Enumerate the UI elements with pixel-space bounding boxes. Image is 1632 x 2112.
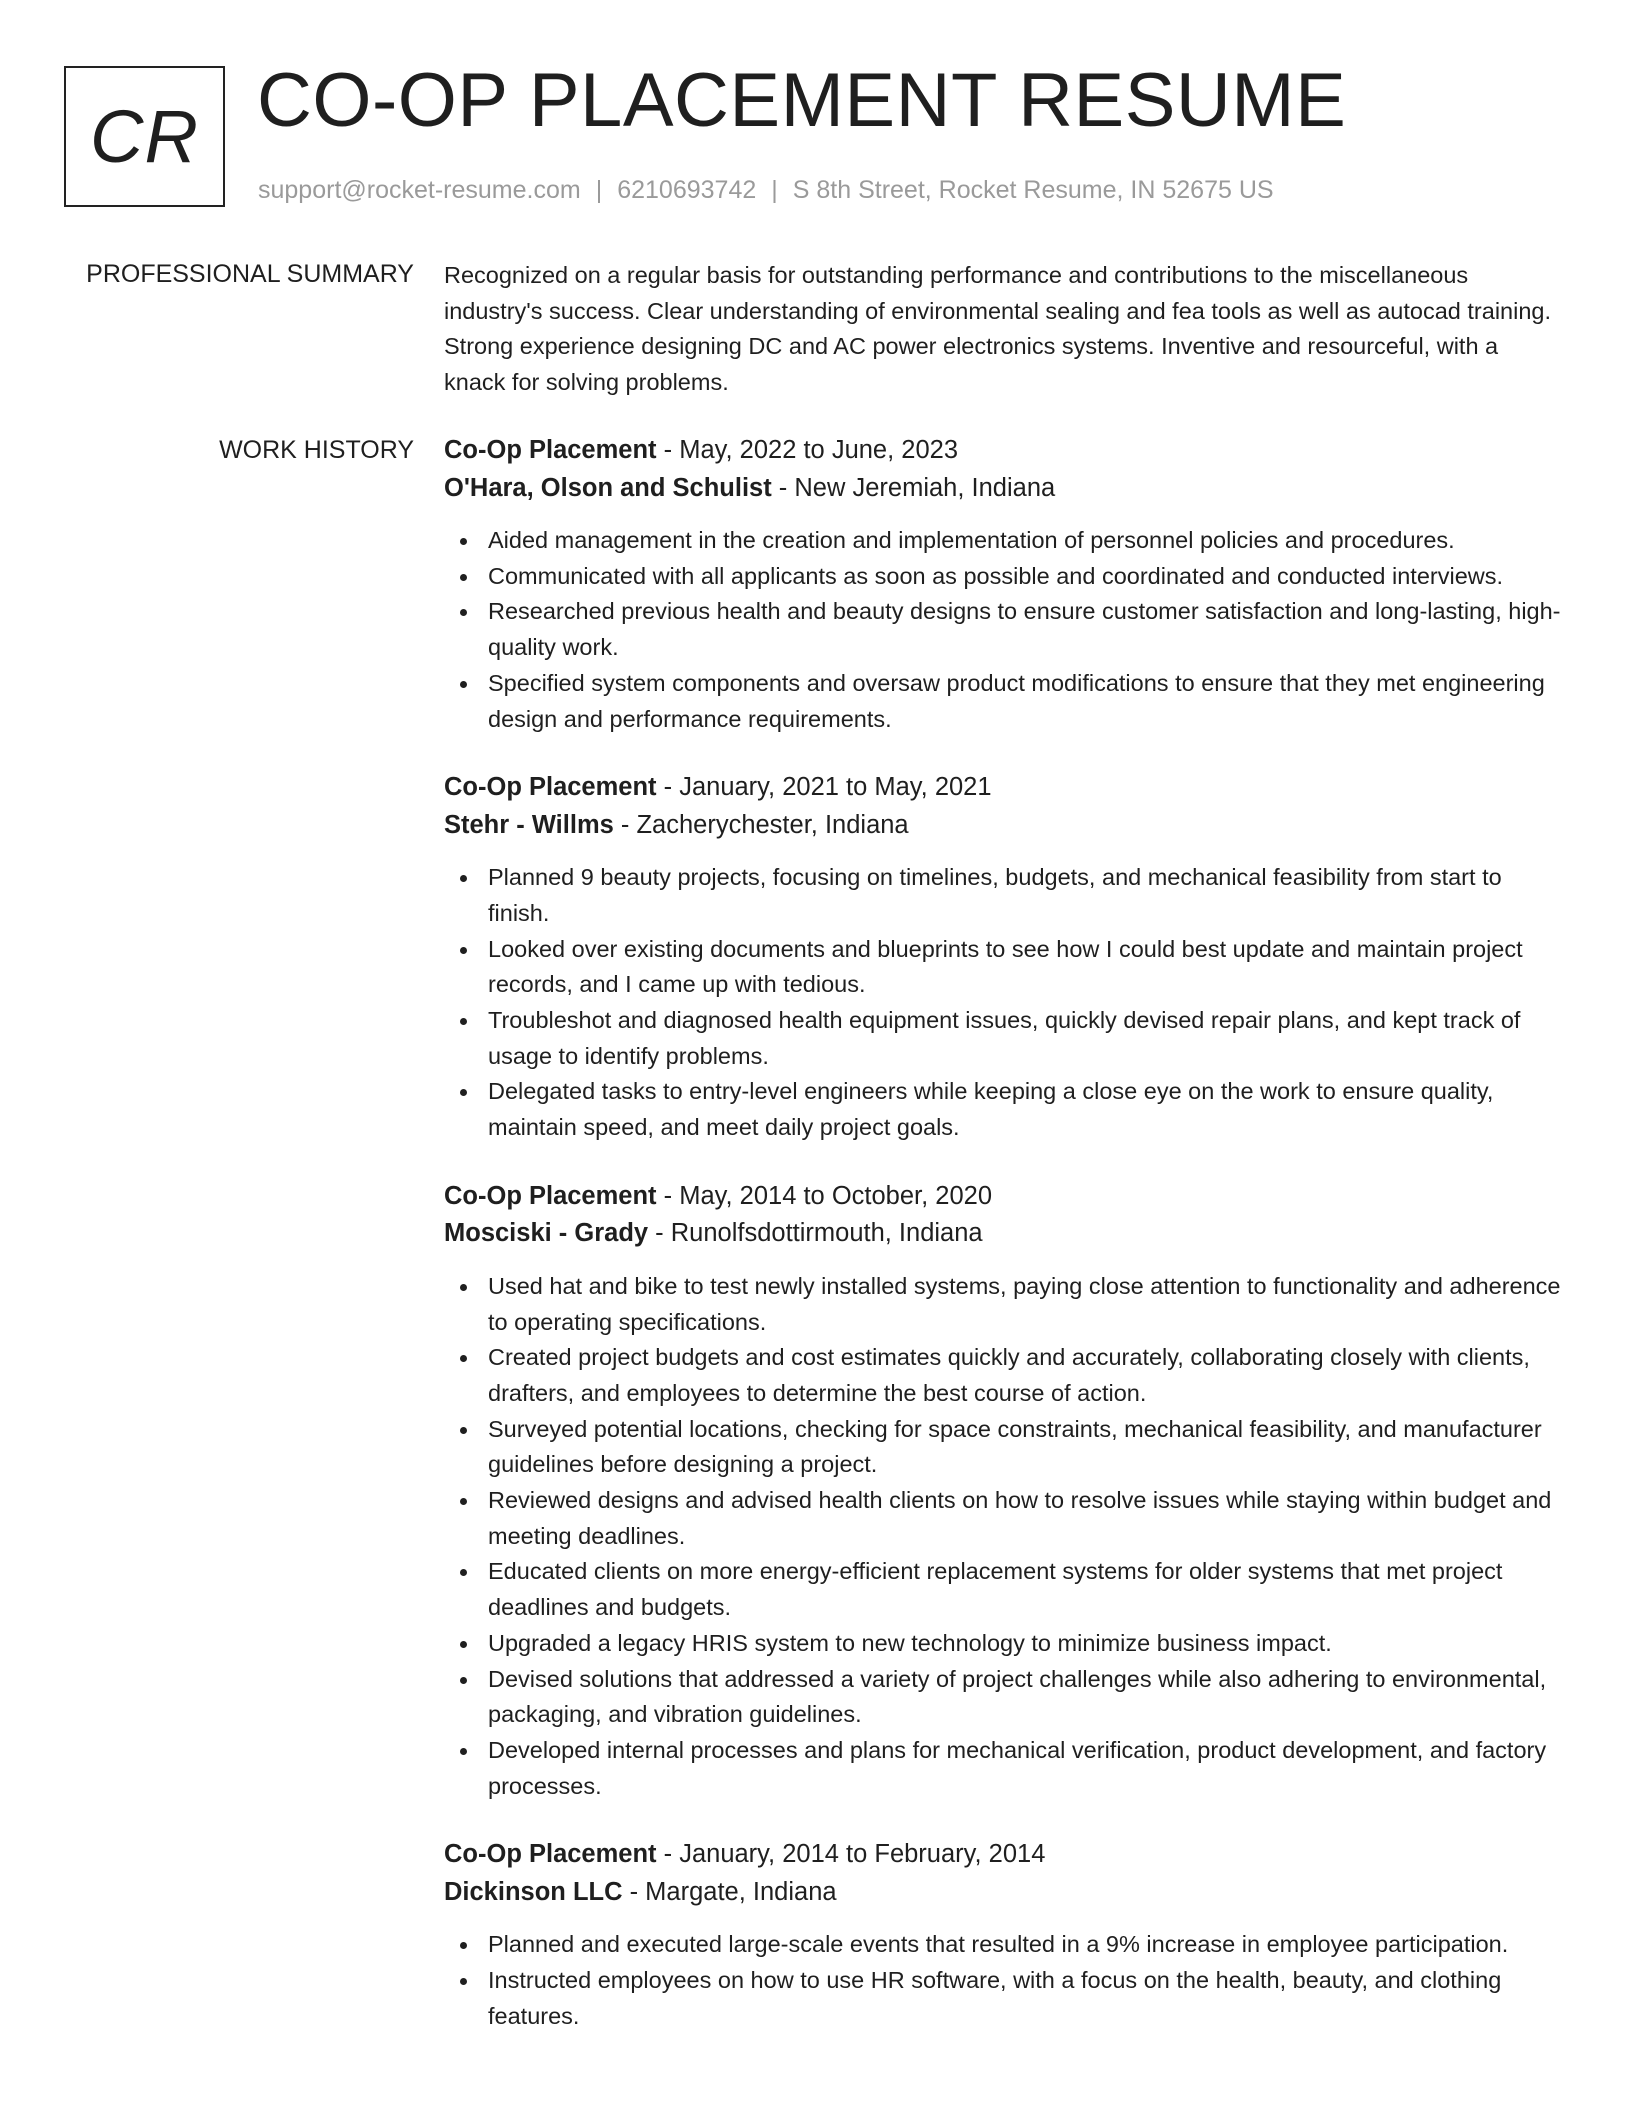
contact-phone: 6210693742: [617, 176, 757, 204]
job-title-line: [444, 1836, 1564, 1874]
job-company: O'Hara, Olson and Schulist: [444, 473, 772, 502]
job-bullets: [444, 1927, 1564, 2034]
contact-line: [258, 172, 1274, 208]
job-company: Mosciski - Grady: [444, 1219, 649, 1248]
contact-email: support@rocket-resume.com: [258, 176, 581, 204]
job-dates: - January, 2014 to February, 2014: [656, 1840, 1046, 1869]
job-bullet: Surveyed potential locations, checking for space constraints, mechanical feasibility, and manufacturer guidelines before designing a project.: [444, 1412, 1564, 1483]
job-bullet: Specified system components and oversaw product modifications to ensure that they met engineering design and performance requirements.: [444, 666, 1564, 737]
job-bullet: Communicated with all applicants as soon as possible and coordinated and conducted interviews.: [444, 559, 1564, 595]
job-bullet: Looked over existing documents and blueprints to see how I could best update and maintain project records, and I came up with tedious.: [444, 932, 1564, 1003]
job-title: Co-Op Placement: [444, 773, 657, 802]
job-company-line: [444, 807, 1564, 845]
job-dates: - January, 2021 to May, 2021: [656, 773, 992, 802]
job-bullet: Created project budgets and cost estimates quickly and accurately, collaborating closely with clients, drafters, and employees to determine the best course of action.: [444, 1340, 1564, 1411]
job-title-line: [444, 432, 1564, 470]
job-bullet: Instructed employees on how to use HR software, with a focus on the health, beauty, and clothing features.: [444, 1963, 1564, 2034]
job-dates: - May, 2022 to June, 2023: [656, 436, 959, 464]
job-entry: [444, 1836, 1564, 2034]
job-bullets: [444, 1269, 1564, 1805]
job-bullet: Planned 9 beauty projects, focusing on timelines, budgets, and mechanical feasibility from start to finish.: [444, 860, 1564, 931]
job-bullet: Troubleshot and diagnosed health equipment issues, quickly devised repair plans, and kept track of usage to identify problems.: [444, 1003, 1564, 1074]
job-bullet: Researched previous health and beauty designs to ensure customer satisfaction and long-lasting, high-quality work.: [444, 594, 1564, 665]
section-label-work-history: WORK HISTORY: [219, 436, 414, 464]
job-bullet: Educated clients on more energy-efficient replacement systems for older systems that met project deadlines and budgets.: [444, 1554, 1564, 1625]
job-bullet: Used hat and bike to test newly installed systems, paying close attention to functionality and adherence to operating specifications.: [444, 1269, 1564, 1340]
job-title-line: [444, 769, 1564, 807]
job-company-line: [444, 1215, 1564, 1253]
job-location: - New Jeremiah, Indiana: [771, 473, 1056, 502]
job-company-line: [444, 470, 1564, 508]
job-dates: - May, 2014 to October, 2020: [656, 1181, 993, 1210]
work-history-list: [444, 432, 1564, 2067]
contact-separator: |: [595, 176, 603, 204]
job-bullet: Planned and executed large-scale events that resulted in a 9% increase in employee participation.: [444, 1927, 1564, 1963]
job-company: Dickinson LLC: [444, 1877, 623, 1906]
job-bullet: Reviewed designs and advised health clients on how to resolve issues while staying within budget and meeting deadlines.: [444, 1483, 1564, 1554]
monogram-badge: [64, 66, 225, 207]
section-label-summary: PROFESSIONAL SUMMARY: [86, 260, 414, 288]
job-title: Co-Op Placement: [444, 436, 657, 464]
job-title: Co-Op Placement: [444, 1840, 657, 1869]
job-company: Stehr - Willms: [444, 810, 614, 839]
job-location: - Zacherychester, Indiana: [613, 810, 909, 839]
job-bullet: Devised solutions that addressed a variety of project challenges while also adhering to environmental, packaging, and vibration guidelines.: [444, 1662, 1564, 1733]
job-location: - Margate, Indiana: [622, 1877, 837, 1906]
job-company-line: [444, 1874, 1564, 1912]
job-bullets: [444, 523, 1564, 737]
job-bullet: Upgraded a legacy HRIS system to new technology to minimize business impact.: [444, 1626, 1564, 1662]
job-entry: [444, 769, 1564, 1146]
job-entry: [444, 1178, 1564, 1805]
job-bullet: Delegated tasks to entry-level engineers while keeping a close eye on the work to ensure quality, maintain speed, and meet daily project goals.: [444, 1074, 1564, 1145]
job-bullet: Developed internal processes and plans for mechanical verification, product development, and factory processes.: [444, 1733, 1564, 1804]
contact-address: S 8th Street, Rocket Resume, IN 52675 US: [792, 176, 1274, 204]
job-bullets: [444, 860, 1564, 1146]
resume-title: CO-OP PLACEMENT RESUME: [257, 58, 1347, 143]
job-bullet: Aided management in the creation and implementation of personnel policies and procedures.: [444, 523, 1564, 559]
contact-separator: |: [771, 176, 778, 204]
job-entry: [444, 432, 1564, 737]
job-title: Co-Op Placement: [444, 1181, 657, 1210]
monogram-initials: CR: [90, 95, 199, 178]
job-location: - Runolfsdottirmouth, Indiana: [648, 1219, 983, 1248]
summary-text: Recognized on a regular basis for outstanding performance and contributions to the miscellaneous industry's success. Clear understanding of environmental sealing and fea tools as well as autocad training. Strong experience designing DC and AC power electronics systems. Inventive and resourceful, with a knack for solving problems.: [444, 262, 1552, 395]
job-title-line: [444, 1178, 1564, 1216]
